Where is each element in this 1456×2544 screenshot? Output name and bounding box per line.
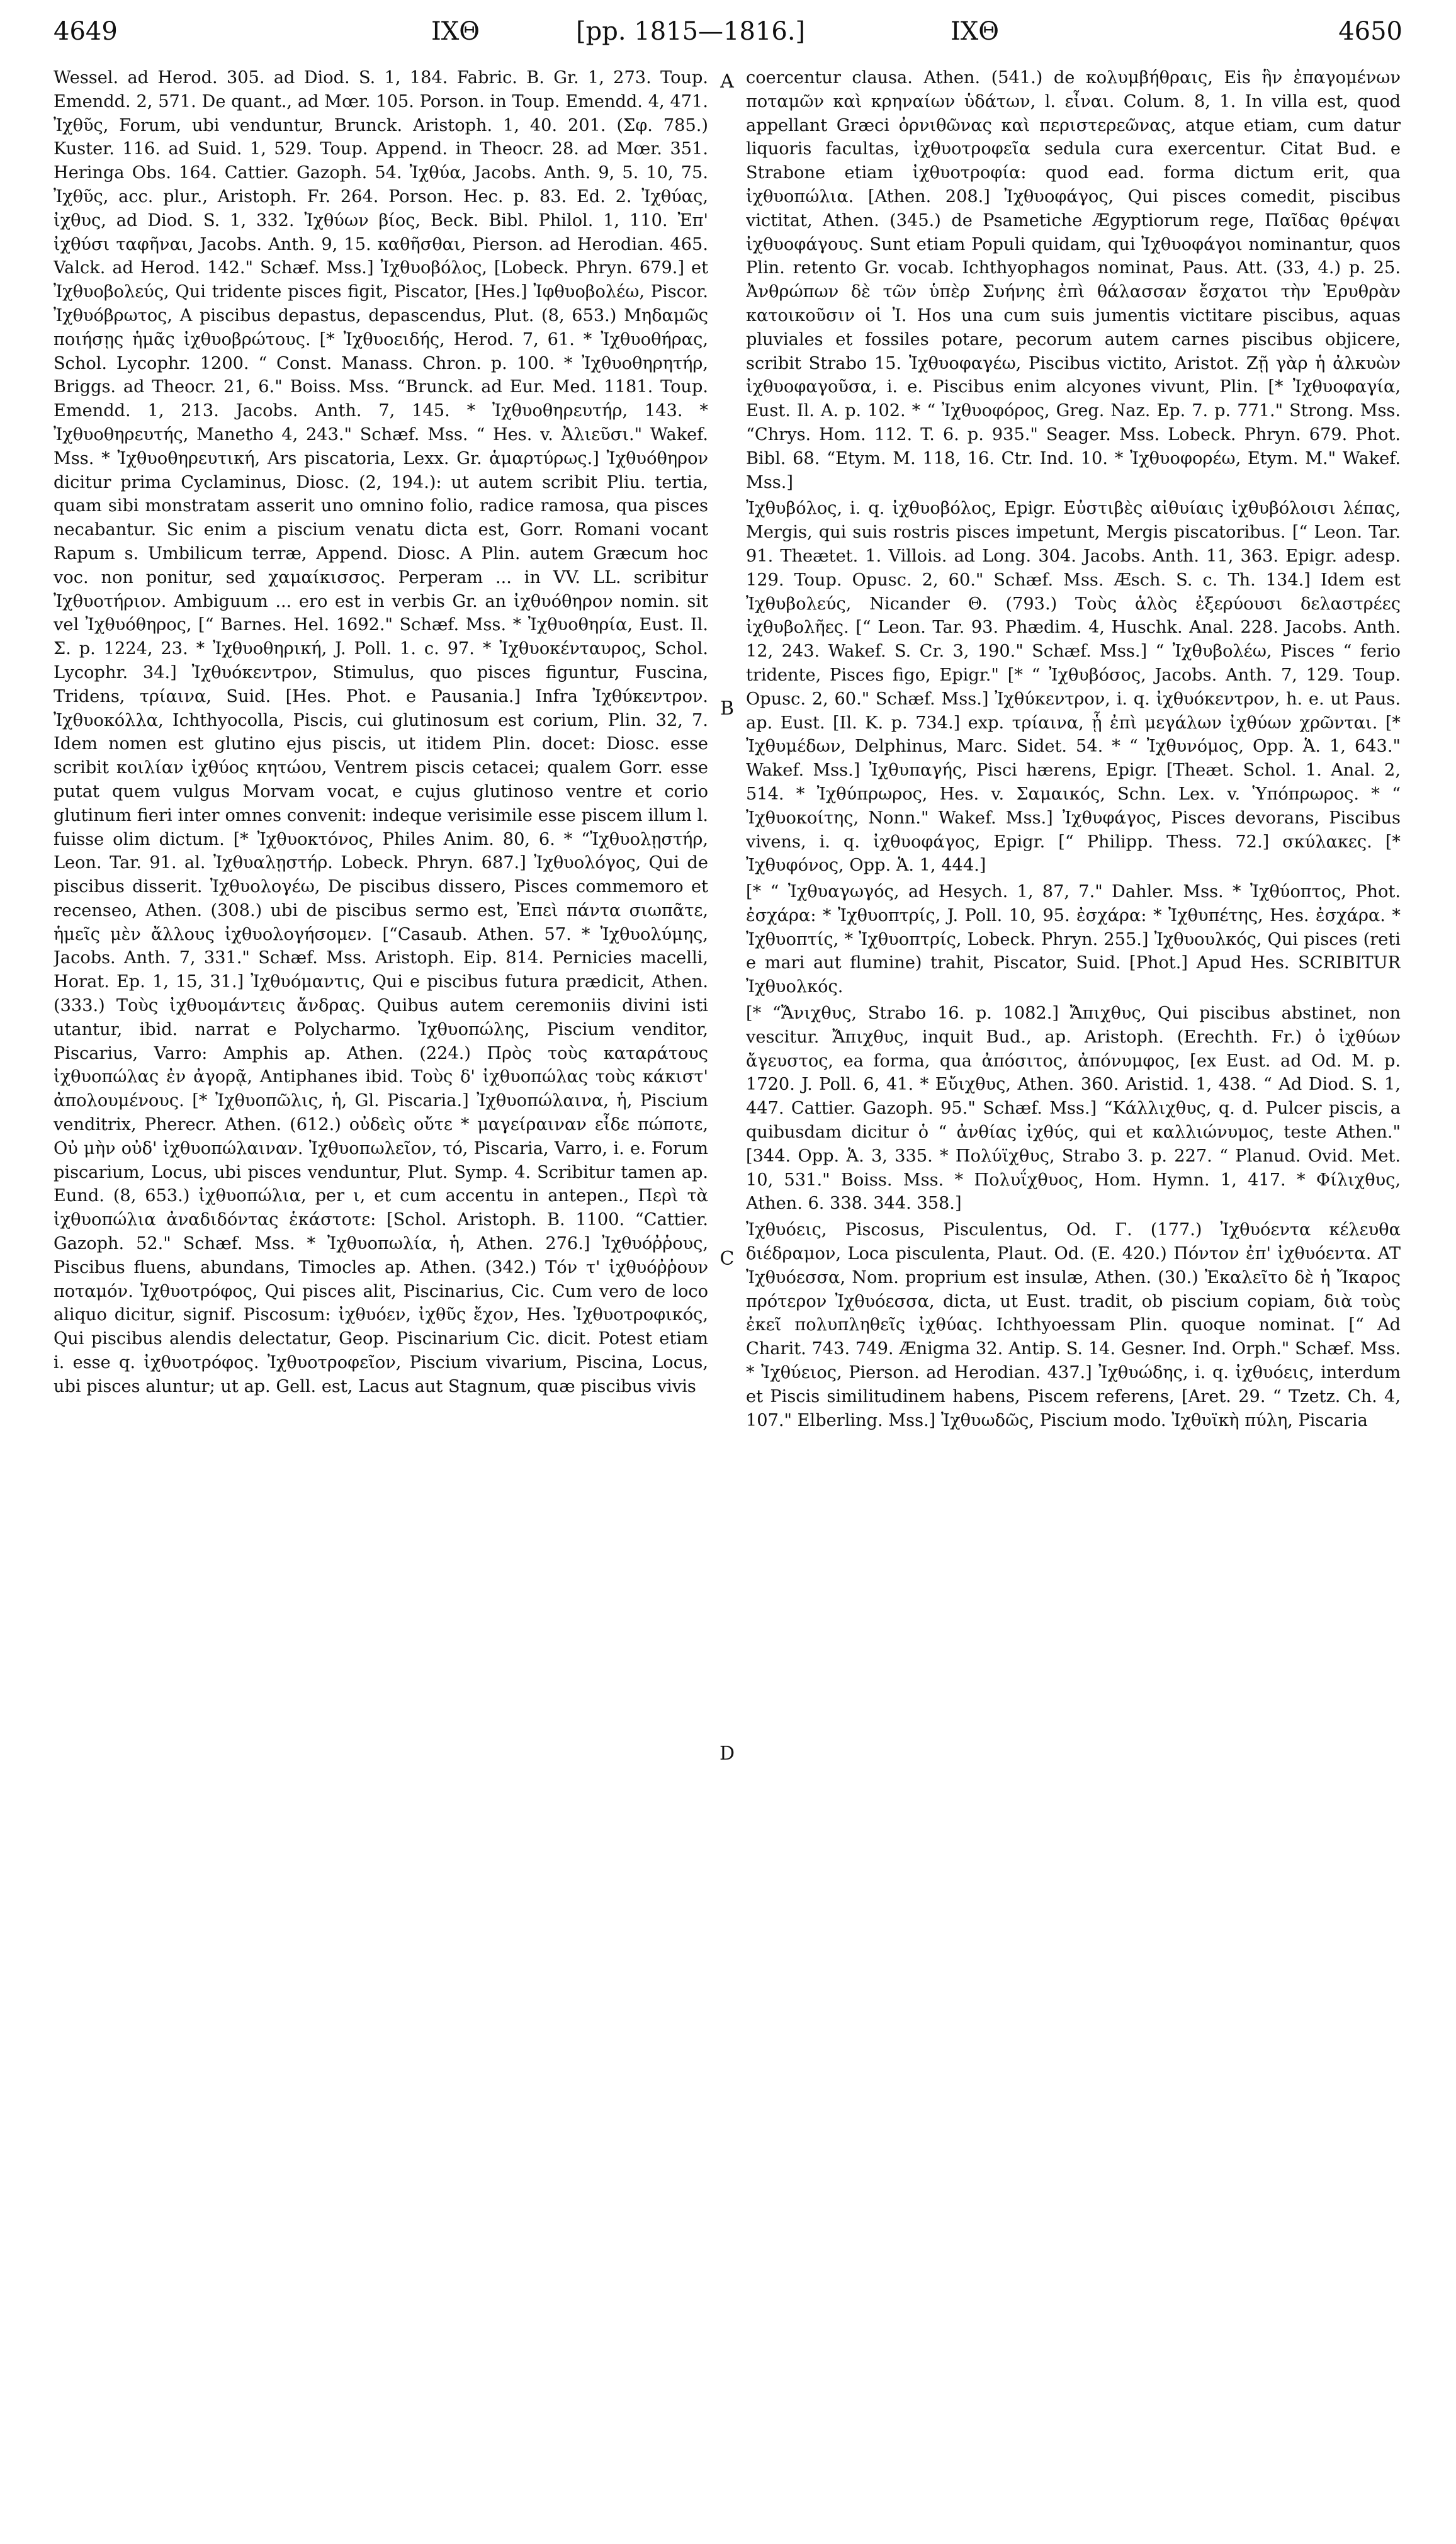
entry-paragraph: Wessel. ad Herod. 305. ad Diod. S. 1, 184. Fabric. B. Gr. 1, 273. Toup. Emendd. 2, 571. De quant., ad Mœr. 105. Porson. in Toup. Emendd. 4, 471. Ἰχθῦς, Forum, ubi venduntur, Brunck. Aristoph. 1, 40. 201. (Σφ. 785.) Kuster. 116. ad Suid. 1, 529. Toup. Append. in Theocr. 28. ad Mœr. 351. Heringa Obs. 164. Cattier. Gazoph. 54. Ἰχθύα, Jacobs. Anth. 9, 5. 10, 75. Ἰχθῦς, acc. plur., Aristoph. Fr. 264. Porson. Hec. p. 83. Ed. 2. Ἰχθύας, ἰχθυς, ad Diod. S. 1, 332. Ἰχθύων βίος, Beck. Bibl. Philol. 1, 110. Ἐπ' ἰχθύσι ταφῆναι, Jacobs. Anth. 9, 15. καθῆσθαι, Pierson. ad Herodian. 465. Valck. ad Herod. 142." Schæf. Mss.] Ἰχθυοβόλος, [Lobeck. Phryn. 679.] et Ἰχθυοβολεύς, Qui tridente pisces figit, Piscator, [Hes.] Ἰφθυοβολέω, Piscor. Ἰχθυόβρωτος, A piscibus depastus, depascendus, Plut. (8, 653.) Μηδαμῶς ποιήσῃς ἡμᾶς ἰχθυοβρώτους. [* Ἰχθυοειδής, Herod. 7, 61. * Ἰχθυοθήρας, Schol. Lycophr. 1200. “ Const. Manass. Chron. p. 100. * Ἰχθυοθηρητήρ, Briggs. ad Theocr. 21, 6." Boiss. Mss. “Brunck. ad Eur. Med. 1181. Toup. Emendd. 1, 213. Jacobs. Anth. 7, 145. * Ἰχθυοθηρευτήρ, 143. * Ἰχθυοθηρευτής, Manetho 4, 243." Schæf. Mss. “ Hes. v. Ἀλιεῦσι." Wakef. Mss. * Ἰχθυοθηρευτική, Ars piscatoria, Lexx. Gr. ἁμαρτύρως.] Ἰχθυόθηρον dicitur prima Cyclaminus, Diosc. (2, 194.): ut autem scribit Pliu. tertia, quam sibi monstratam asserit uno omnino folio, radice ramosa, qua pisces necabantur. Sic enim a piscium venatu dicta est, Gorr. Romani vocant Rapum s. Umbilicum terræ, Append. Diosc. A Plin. autem Græcum hoc voc. non ponitur, sed χαμαίκισσος. Perperam ... in VV. LL. scribitur Ἰχθυοτήριον. Ambiguum ... ero est in verbis Gr. an ἰχθυόθηρον nomin. sit vel Ἰχθυόθηρος, [“ Barnes. Hel. 1692." Schæf. Mss. * Ἰχθυοθηρία, Eust. Il. Σ. p. 1224, 23. * Ἰχθυοθηρική, J. Poll. 1. c. 97. * Ἰχθυοκένταυρος, Schol. Lycophr. 34.] Ἰχθυόκεντρον, Stimulus, quo pisces figuntur, Fuscina, Tridens, τρίαινα, Suid. [Hes. Phot. e Pausania.] Infra Ἰχθύκεντρον. Ἰχθυοκόλλα, Ichthyocolla, Piscis, cui glutinosum est corium, Plin. 32, 7. Idem nomen est glutino ejus piscis, ut itidem Plin. docet: Diosc. esse scribit κοιλίαν ἰχθύος κητώου, Ventrem piscis cetacei; qualem Gorr. esse putat quem vulgus Morvam vocat, e cujus glutinoso ventre et corio glutinum fieri inter omnes convenit: indeque verisimile esse piscem illum l. fuisse olim dictum. [* Ἰχθυοκτόνος, Philes Anim. 80, 6. * “Ἰχθυολῃστήρ, Leon. Tar. 91. al. Ἰχθυαλῃστήρ. Lobeck. Phryn. 687.] Ἰχθυολόγος, Qui de piscibus disserit. Ἰχθυολογέω, De piscibus dissero, Pisces commemoro et recenseo, Athen. (308.) ubi de piscibus sermo est, Ἐπεὶ πάντα σιωπᾶτε, ἡμεῖς μὲν ἄλλους ἰχθυολογήσομεν. [“Casaub. Athen. 57. * Ἰχθυολύμης, Jacobs. Anth. 7, 331." Schæf. Mss. Aristoph. Eip. 814. Pernicies macelli, Horat. Ep. 1, 15, 31.] Ἰχθυόμαντις, Qui e piscibus futura prædicit, Athen. (333.) Τοὺς ἰχθυομάντεις ἄνδρας. Quibus autem ceremoniis divini isti utantur, ibid. narrat e Polycharmo. Ἰχθυοπώλης, Piscium venditor, Piscarius, Varro: Amphis ap. Athen. (224.) Πρὸς τοὺς καταράτους ἰχθυοπώλας ἐν ἀγορᾷ, Antiphanes ibid. Τοὺς δ' ἰχθυοπώλας τοὺς κάκιστ' ἀπολουμένους. [* Ἰχθυοπῶλις, ἡ, Gl. Piscaria.] Ἰχθυοπώλαινα, ἡ, Piscium venditrix, Pherecr. Athen. (612.) οὐδεὶς οὔτε * μαγείραιναν εἶδε πώποτε, Οὐ μὴν οὐδ' ἰχθυοπώλαιναν. Ἰχθυοπωλεῖον, τό, Piscaria, Varro, i. e. Forum piscarium, Locus, ubi pisces venduntur, Plut. Symp. 4. Scribitur tamen ap. Eund. (8, 653.) ἰχθυοπώλια, per ι, et cum accentu in antepen., Περὶ τὰ ἰχθυοπώλια ἀναδιδόντας ἑκάστοτε: [Schol. Aristoph. B. 1100. “Cattier. Gazoph. 52." Schæf. Mss. * Ἰχθυοπωλία, ἡ, Athen. 276.] Ἰχθυόῤῥους, Piscibus fluens, abundans, Timocles ap. Athen. (342.) Τόν τ' ἰχθυόῤῥουν ποταμόν. Ἰχθυοτρόφος, Qui pisces alit, Piscinarius, Cic. Cum vero de loco aliquo dicitur, signif. Piscosum: ἰχθυόεν, ἰχθῦς ἔχον, Hes. Ἰχθυοτροφικός, Qui piscibus alendis delectatur, Geop. Piscinarium Cic. dicit. Potest etiam i. esse q. ἰχθυοτρόφος. Ἰχθυοτροφεῖον, Piscium vivarium, Piscina, Locus, ubi pisces aluntur; ut ap. Gell. est, Lacus aut Stagnum, quæ piscibus vivis bbox=[54, 68, 708, 1396]
margin-letter: A bbox=[720, 71, 734, 93]
entry-paragraph: Ἰχθυόεις, Piscosus, Pisculentus, Od. Γ. (177.) Ἰχθυόεντα κέλευθα διέδραμον, Loca pisculenta, Plaut. Od. (E. 420.) Πόντον ἐπ' ἰχθυόεντα. AT Ἰχθυόεσσα, Nom. proprium est insulæ, Athen. (30.) Ἐκαλεῖτο δὲ ἡ Ἴκαρος πρότερον Ἰχθυόεσσα, dicta, ut Eust. tradit, ob piscium copiam, διὰ τοὺς ἐκεῖ πολυπληθεῖς ἰχθύας. Ichthyoessam Plin. quoque nominat. [“ Ad Charit. 743. 749. Ænigma 32. Antip. S. 14. Gesner. Ind. Orph." Schæf. Mss. * Ἰχθύειος, Pierson. ad Herodian. 437.] Ἰχθυώδης, i. q. ἰχθυόεις, interdum et Piscis similitudinem habens, Piscem referens, [Aret. 29. “ Tzetz. Ch. 4, 107." Elberling. Mss.] Ἰχθυωδῶς, Piscium modo. Ἰχθυϊκὴ πύλη, Piscaria bbox=[746, 1220, 1401, 1430]
page-range: [pp. 1815—1816.] bbox=[576, 17, 806, 46]
running-headword-left: ΙΧΘ bbox=[431, 17, 480, 46]
margin-letter: D bbox=[719, 1743, 735, 1765]
left-column bbox=[54, 66, 708, 2509]
running-header bbox=[54, 13, 1402, 57]
page-number-right: 4650 bbox=[1338, 17, 1402, 46]
page-number-left: 4649 bbox=[54, 17, 118, 46]
right-column bbox=[746, 66, 1401, 2509]
entry-paragraph: Ἰχθυβόλος, i. q. ἰχθυοβόλος, Epigr. Εὐστιβὲς αἰθυίαις ἰχθυβόλοισι λέπας, Mergis, qui suis rostris pisces impetunt, Mergis piscatoribus. [“ Leon. Tar. 91. Theætet. 1. Villois. ad Long. 304. Jacobs. Anth. 11, 363. Epigr. adesp. 129. Toup. Opusc. 2, 60." Schæf. Mss. Æsch. S. c. Th. 134.] Idem est Ἰχθυβολεύς, Nicander Θ. (793.) Τοὺς ἁλὸς ἐξερύουσι δελαστρέες ἰχθυβολῆες. [“ Leon. Tar. 93. Phædim. 4, Huschk. Anal. 228. Jacobs. Anth. 12, 243. Wakef. S. Cr. 3, 190." Schæf. Mss.] “ Ἰχθυβολέω, Pisces “ ferio tridente, Pisces figo, Epigr." [* “ Ἰχθυβόσος, Jacobs. Anth. 7, 129. Toup. Opusc. 2, 60." Schæf. Mss.] Ἰχθύκεντρον, i. q. ἰχθυόκεντρον, h. e. ut Paus. ap. Eust. [Il. K. p. 734.] exp. τρίαινα, ᾗ ἐπὶ μεγάλων ἰχθύων χρῶνται. [* Ἰχθυμέδων, Delphinus, Marc. Sidet. 54. * “ Ἰχθυνόμος, Opp. Ἁ. 1, 643." Wakef. Mss.] Ἰχθυπαγής, Pisci hærens, Epigr. [Theæt. Schol. 1. Anal. 2, 514. * Ἰχθύπρωρος, Hes. v. Σαμαικός, Schn. Lex. v. Ὑπόπρωρος. * “ Ἰχθυοκοίτης, Nonn." Wakef. Mss.] Ἰχθυφάγος, Pisces devorans, Piscibus vivens, i. q. ἰχθυοφάγος, Epigr. [“ Philipp. Thess. 72.] σκύλακες. [* Ἰχθυφόνος, Opp. Ἁ. 1, 444.] bbox=[746, 499, 1401, 876]
entry-paragraph: coercentur clausa. Athen. (541.) de κολυμβήθραις, Eis ἣν ἐπαγομένων ποταμῶν καὶ κρηναίων ὑδάτων, l. εἶναι. Colum. 8, 1. In villa est, quod appellant Græci ὀρνιθῶνας καὶ περιστερεῶνας, atque etiam, cum datur liquoris facultas, ἰχθυοτροφεῖα sedula cura exercentur. Citat Bud. e Strabone etiam ἰχθυοτροφία: quod ead. forma dictum erit, qua ἰχθυοπώλια. [Athen. 208.] Ἰχθυοφάγος, Qui pisces comedit, piscibus victitat, Athen. (345.) de Psametiche Ægyptiorum rege, Παῖδας θρέψαι ἰχθυοφάγους. Sunt etiam Populi quidam, qui Ἰχθυοφάγοι nominantur, quos Plin. retento Gr. vocab. Ichthyophagos nominat, Paus. Att. (33, 4.) p. 25. Ἀνθρώπων δὲ τῶν ὑπὲρ Συήνης ἐπὶ θάλασσαν ἔσχατοι τὴν Ἐρυθρὰν κατοικοῦσιν οἱ Ἰ. Hos una cum suis jumentis victitare piscibus, aquas pluviales et fossiles potare, pecorum autem carnes piscibus objicere, scribit Strabo 15. Ἰχθυοφαγέω, Piscibus victito, Aristot. Ζῇ γὰρ ἡ ἀλκυὼν ἰχθυοφαγοῦσα, i. e. Piscibus enim alcyones vivunt, Plin. [* Ἰχθυοφαγία, Eust. Il. A. p. 102. * “ Ἰχθυοφόρος, Greg. Naz. Ep. 7. p. 771." Strong. Mss. “Chrys. Hom. 112. T. 6. p. 935." Seager. Mss. Lobeck. Phryn. 679. Phot. Bibl. 68. “Etym. M. 118, 16. Ctr. Ind. 10. * Ἰχθυοφορέω, Etym. M." Wakef. Mss.] bbox=[746, 68, 1401, 492]
margin-letter: C bbox=[720, 1248, 735, 1270]
running-headword-right: ΙΧΘ bbox=[951, 17, 1000, 46]
entry-paragraph: [* “ Ἰχθυαγωγός, ad Hesych. 1, 87, 7." Dahler. Mss. * Ἰχθύοπτος, Phot. ἐσχάρα: * Ἰχθυοπτρίς, J. Poll. 10, 95. ἐσχάρα: * Ἰχθυπέτης, Hes. ἐσχάρα. * Ἰχθυοπτίς, * Ἰχθυοπτρίς, Lobeck. Phryn. 255.] Ἰχθυουλκός, Qui pisces (reti e mari aut flumine) trahit, Piscator, Suid. [Phot.] Apud Hes. SCRIBITUR Ἰχθυολκός. bbox=[746, 882, 1401, 997]
entry-paragraph: [* “Ἄνιχθυς, Strabo 16. p. 1082.] Ἄπιχθυς, Qui piscibus abstinet, non vescitur. Ἄπιχθυς, inquit Bud., ap. Aristoph. (Erechth. Fr.) ὁ ἰχθύων ἄγευστος, ea forma, qua ἀπόσιτος, ἀπόνυμφος, [ex Eust. ad Od. M. p. 1720. J. Poll. 6, 41. * Εὔιχθυς, Athen. 360. Aristid. 1, 438. “ Ad Diod. S. 1, 447. Cattier. Gazoph. 95." Schæf. Mss.] “Κάλλιχθυς, q. d. Pulcer piscis, a quibusdam dicitur ὁ “ ἀνθίας ἰχθύς, qui et καλλιώνυμος, teste Athen." [344. Opp. Ἁ. 3, 335. * Πολύϊχθυς, Strabo 3. p. 227. “ Planud. Ovid. Met. 10, 531." Boiss. Mss. * Πολυΐχθυος, Hom. Hymn. 1, 417. * Φίλιχθυς, Athen. 6. 338. 344. 358.] bbox=[746, 1003, 1401, 1214]
margin-letter: B bbox=[720, 698, 735, 720]
